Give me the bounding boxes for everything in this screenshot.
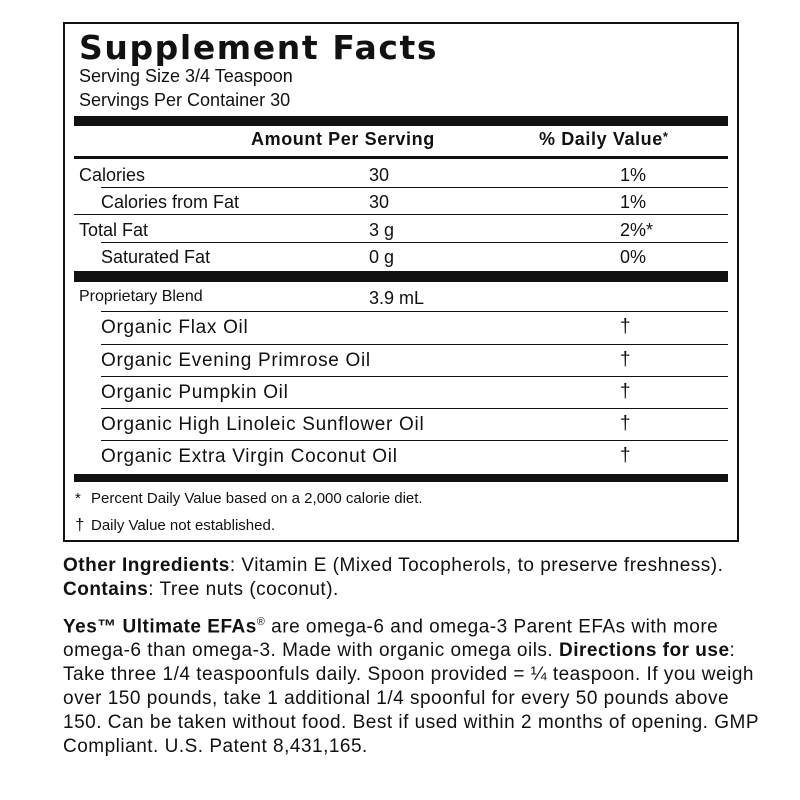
column-header-amount: Amount Per Serving [251, 129, 435, 149]
other-ingredients: Other Ingredients: Vitamin E (Mixed Tocopherols, to preserve freshness). Contains: Tree nuts (coconut). [63, 555, 724, 600]
nutrient-name: Calories [79, 165, 146, 185]
nutrient-name: Total Fat [79, 220, 149, 240]
nutrient-amount: 0 g [369, 247, 395, 267]
ingredient-dv: † [620, 349, 631, 370]
nutrient-amount: 30 [369, 192, 390, 212]
row-divider [101, 344, 728, 345]
row-divider [101, 440, 728, 441]
serving-size: Serving Size 3/4 Teaspoon [79, 66, 293, 86]
header-divider [74, 156, 728, 159]
nutrient-name: Calories from Fat [101, 192, 240, 212]
footnote-percent-dv: * Percent Daily Value based on a 2,000 calorie diet. [75, 490, 423, 507]
ingredient-dv: † [620, 413, 631, 434]
product-description: Yes™ Ultimate EFAs® are omega-6 and omega-3 Parent EFAs with more omega-6 than omega-3. Made with organic omega oils. Directions for use: Take three 1/4 teaspoonfuls daily. Spoon provided = ¼ teaspoon. If you weigh over 150 pounds, take 1 additional 1/4 spoonful for every 50 pounds above 150. Can be taken without food. Best if used within 2 months of opening. GMP Compliant. U.S. Patent 8,431,165. [63, 616, 759, 758]
ingredient-dv: † [620, 381, 631, 402]
ingredient-name: Organic High Linoleic Sunflower Oil [101, 414, 425, 435]
ingredient-dv: † [620, 445, 631, 466]
nutrient-dv: 0% [620, 247, 647, 267]
ingredient-name: Organic Evening Primrose Oil [101, 350, 371, 371]
ingredient-dv: † [620, 316, 631, 337]
footnote-dagger: † Daily Value not established. [75, 515, 275, 534]
thick-divider-middle [74, 271, 728, 282]
nutrient-dv: 2%* [620, 220, 654, 240]
column-header-dv: % Daily Value* [539, 129, 669, 149]
thick-divider-bottom [74, 474, 728, 482]
row-divider [101, 408, 728, 409]
row-divider [101, 187, 728, 188]
ingredient-name: Organic Flax Oil [101, 317, 249, 338]
panel-title: Supplement Facts [79, 28, 439, 67]
blend-name: Proprietary Blend [79, 288, 203, 305]
row-divider [101, 311, 728, 312]
nutrient-amount: 3 g [369, 220, 395, 240]
nutrient-dv: 1% [620, 165, 647, 185]
ingredient-name: Organic Extra Virgin Coconut Oil [101, 446, 398, 467]
row-divider [101, 376, 728, 377]
supplement-facts-panel [63, 22, 739, 542]
nutrient-dv: 1% [620, 192, 647, 212]
row-divider [74, 214, 728, 215]
ingredient-name: Organic Pumpkin Oil [101, 382, 289, 403]
nutrient-name: Saturated Fat [101, 247, 211, 267]
thick-divider-top [74, 116, 728, 126]
servings-per-container: Servings Per Container 30 [79, 90, 291, 110]
nutrient-amount: 30 [369, 165, 390, 185]
row-divider [101, 242, 728, 243]
blend-amount: 3.9 mL [369, 288, 425, 308]
